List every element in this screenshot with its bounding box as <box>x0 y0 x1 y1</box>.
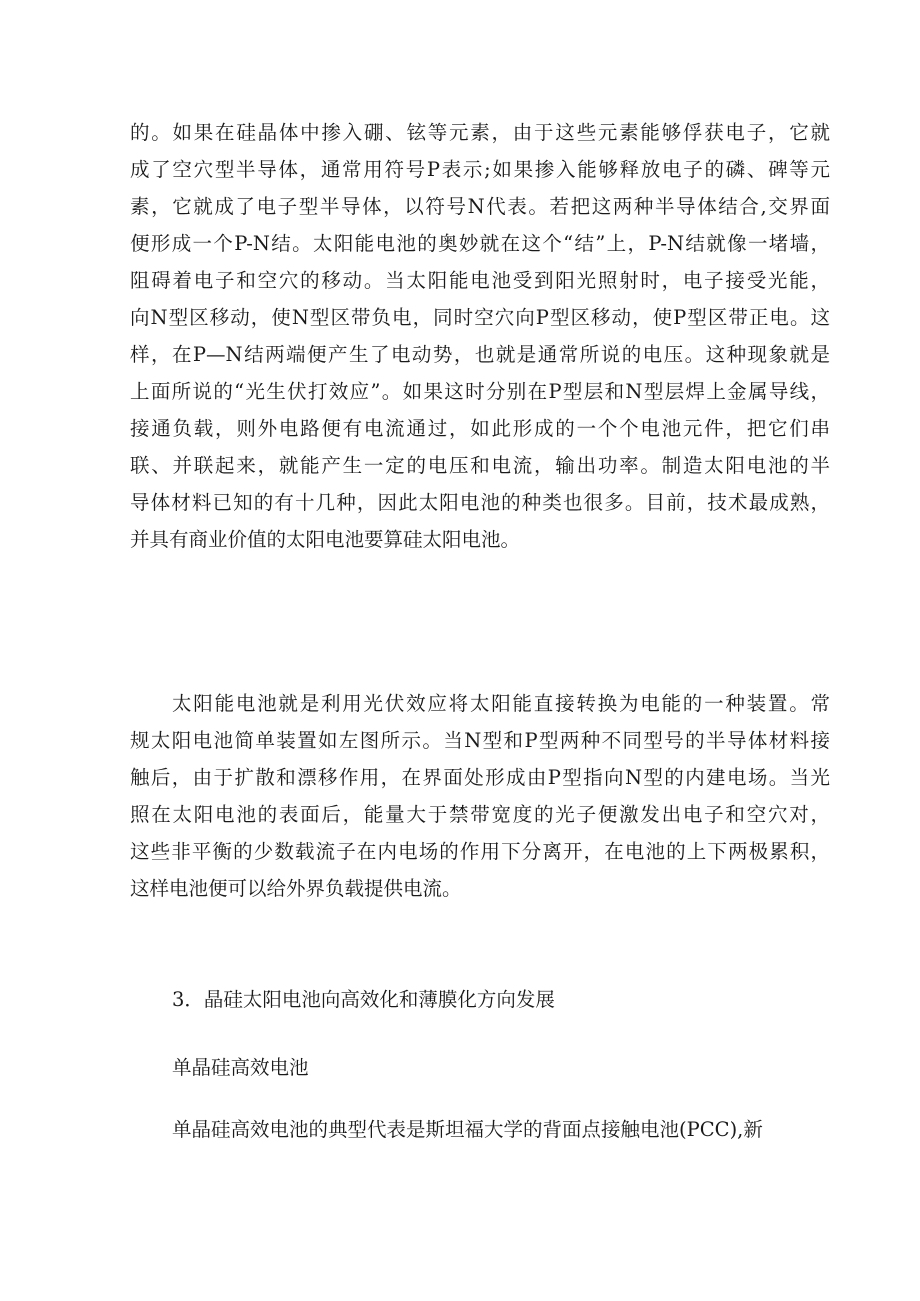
text-line: 这样电池便可以给外界负载提供电流。 <box>130 877 462 900</box>
subsection-heading <box>130 1049 830 1086</box>
text-line: 联、并联起来，就能产生一定的电压和电流，输出功率。制造太阳电池的半 <box>130 454 830 477</box>
paragraph-pn-junction <box>130 114 830 558</box>
text-line: 照在太阳电池的表面后，能量大于禁带宽度的光子便激发出电子和空穴对， <box>130 803 830 826</box>
text-line: 规太阳电池简单装置如左图所示。当N型和P型两种不同型号的半导体材料接 <box>130 729 830 752</box>
paragraph-monocrystalline <box>130 1111 830 1148</box>
text-line: 便形成一个P-N结。太阳能电池的奥妙就在这个“结”上，P-N结就像一堵墙， <box>130 232 830 255</box>
text-line: 单晶硅高效电池的典型代表是斯坦福大学的背面点接触电池(PCC),新 <box>172 1118 763 1141</box>
text-line: 上面所说的“光生伏打效应”。如果这时分别在P型层和N型层焊上金属导线， <box>130 380 830 403</box>
text-line: 素，它就成了电子型半导体，以符号N代表。若把这两种半导体结合,交界面 <box>130 195 830 218</box>
subsection-heading-text: 单晶硅高效电池 <box>172 1056 309 1079</box>
text-line: 成了空穴型半导体，通常用符号P表示;如果掺入能够释放电子的磷、碑等元 <box>130 158 830 181</box>
text-line: 这些非平衡的少数载流子在内电场的作用下分离开，在电池的上下两极累积， <box>130 840 830 863</box>
text-line: 太阳能电池就是利用光伏效应将太阳能直接转换为电能的一种装置。常 <box>172 692 830 715</box>
text-line: 触后，由于扩散和漂移作用，在界面处形成由P型指向N型的内建电场。当光 <box>130 766 830 789</box>
text-line: 向N型区移动，使N型区带负电，同时空穴向P型区移动，使P型区带正电。这 <box>130 306 830 329</box>
text-line: 阻碍着电子和空穴的移动。当太阳能电池受到阳光照射时，电子接受光能， <box>130 269 830 292</box>
section-heading-text: 3．晶硅太阳电池向高效化和薄膜化方向发展 <box>172 988 555 1011</box>
text-line: 并具有商业价值的太阳电池要算硅太阳电池。 <box>130 528 521 551</box>
paragraph-solar-cell-principle <box>130 685 830 907</box>
text-line: 的。如果在硅晶体中掺入硼、铉等元素，由于这些元素能够俘获电子，它就 <box>130 121 830 144</box>
text-line: 接通负载，则外电路便有电流通过，如此形成的一个个电池元件，把它们串 <box>130 417 830 440</box>
text-line: 导体材料已知的有十几种，因此太阳电池的种类也很多。目前，技术最成熟， <box>130 491 830 514</box>
text-line: 样，在P—N结两端便产生了电动势，也就是通常所说的电压。这种现象就是 <box>130 343 830 366</box>
section-heading <box>130 981 830 1018</box>
